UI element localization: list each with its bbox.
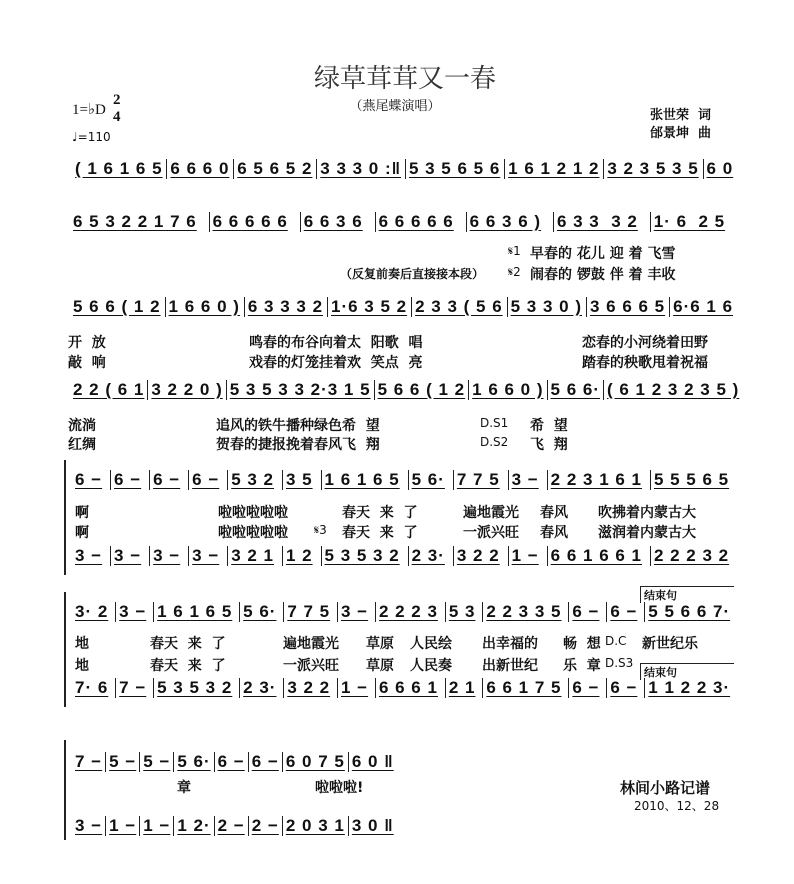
measure: 5 3 5 3 2 — [153, 678, 239, 698]
system-bracket — [64, 592, 66, 707]
lyric: 恋春的小河绕着田野 — [582, 335, 708, 351]
staff-row-5-lower — [72, 545, 737, 567]
staff-row-2 — [70, 211, 737, 233]
measure: 6 6 6 0 — [166, 159, 233, 179]
lyric: 敲 响 — [68, 355, 106, 371]
lyric: 畅 想 — [563, 636, 601, 652]
ending-label-upper: 结束句 — [640, 586, 734, 603]
measure: 6 6 6 1 — [375, 678, 445, 698]
lyric: 啊 — [75, 525, 89, 541]
lyric: 红绸 — [68, 437, 96, 453]
lyrics-verse1: 早春的 花儿 迎 着 飞雪 — [530, 246, 676, 262]
measure: 3· 2 — [75, 602, 109, 621]
lyric: 遍地霞光 — [463, 505, 519, 521]
measure: 1 6 6 0 ) — [468, 380, 546, 400]
measure: 2 2 3 1 6 1 — [547, 470, 650, 490]
measure: 6 − — [568, 602, 606, 622]
lyric: 地 — [75, 658, 89, 674]
lyric: 草原 — [366, 658, 394, 674]
measure: 6 0 ‖ — [348, 752, 397, 772]
measure: 3 6 6 6 5 — [586, 297, 669, 317]
measure: ( 1 6 1 6 5 — [75, 159, 163, 178]
measure: 3 − — [508, 470, 547, 490]
lyric: 贺春的捷报挽着春风飞 翔 — [216, 437, 380, 453]
transcriber-credit: 林间小路记谱 — [620, 779, 711, 797]
measure: 2 − — [214, 816, 248, 836]
lyric: 飞 翔 — [530, 437, 568, 453]
measure: 6 − — [248, 752, 282, 772]
measure: 3 2 2 — [283, 678, 337, 698]
measure: 3 3 3 0 :‖ — [316, 159, 405, 179]
measure: 5 6· — [173, 752, 213, 772]
measure: 7 7 5 — [453, 470, 508, 490]
staff-row-7-lower — [72, 815, 392, 837]
measure: 3 5 — [282, 470, 321, 490]
measure: 1 − — [508, 546, 547, 566]
measure: 5 3 2 — [227, 470, 282, 490]
measure: 6 6 3 6 — [300, 212, 375, 232]
lyric: 希 望 — [530, 418, 568, 434]
lyric: 啦啦啦啦啦 — [218, 505, 288, 521]
measure: 3 − — [115, 602, 153, 622]
lyric: 春风 — [540, 505, 568, 521]
segno-3: 𝄋3 — [314, 523, 327, 537]
da-capo: D.C — [605, 634, 627, 648]
measure: 1 − — [337, 678, 375, 698]
measure: 1 2 — [282, 546, 321, 566]
measure: 3 2 3 5 3 5 — [603, 159, 702, 179]
lyric: 啦啦啦啦啦 — [218, 525, 288, 541]
measure: 1 1 2 2 3· — [644, 678, 737, 698]
staff-row-6-lower — [72, 677, 737, 699]
lyric: 春风 — [540, 525, 568, 541]
measure: 6 − — [188, 470, 227, 490]
segno-2: 𝄋2 — [508, 265, 521, 279]
measure: 6 − — [568, 678, 606, 698]
lyric: 春天 来 了 — [150, 658, 226, 674]
measure: 3 2 1 — [227, 546, 282, 566]
measure: 6 − — [149, 470, 188, 490]
staff-row-5-upper — [72, 469, 737, 491]
measure: 5 3 5 3 2 — [321, 546, 408, 566]
measure: 3 − — [188, 546, 227, 566]
lyric: 戏春的灯笼挂着欢 笑点 亮 — [249, 355, 423, 371]
lyric: 春天 来 了 — [150, 636, 226, 652]
segno-1: 𝄋1 — [508, 244, 521, 258]
measure: 5 − — [105, 752, 139, 772]
measure: 1 6 1 2 1 2 — [504, 159, 603, 179]
measure: 5 − — [139, 752, 173, 772]
measure: 1 2· — [173, 816, 213, 836]
lyric: 啊 — [75, 505, 89, 521]
lyric: 追风的铁牛播种绿色希 望 — [216, 418, 380, 434]
measure: 3 2 2 0 ) — [147, 380, 225, 400]
song-title: 绿草茸茸又一春 — [313, 64, 496, 94]
lyric: 乐 章 — [563, 658, 601, 674]
tempo-marking: ♩=110 — [72, 130, 111, 144]
measure: 5 6· — [239, 602, 283, 622]
lyric: 遍地霞光 — [283, 636, 339, 652]
measure: 6 6 6 6 6 — [375, 212, 466, 232]
measure: 2 3 3 ( 5 6 — [411, 297, 507, 317]
lyric: 人民绘 — [410, 636, 452, 652]
time-bottom: 4 — [113, 109, 121, 125]
measure: 1 6 6 0 ) — [165, 297, 244, 317]
measure: 6 3 3 3 2 — [553, 212, 650, 232]
measure: 1·6 3 5 2 — [327, 297, 411, 317]
measure: 5 6 6 ( 1 2 — [374, 380, 469, 400]
measure: 2 2 2 3 2 — [650, 546, 737, 566]
system-bracket — [64, 740, 66, 840]
staff-row-7-upper — [72, 751, 392, 773]
lyric: 啦啦啦! — [315, 780, 364, 796]
dal-segno-3: D.S3 — [605, 656, 634, 670]
measure: 6 0 — [703, 159, 737, 179]
measure: 3 0 ‖ — [348, 816, 397, 836]
measure: ( 6 1 2 3 2 3 5 ) — [603, 380, 742, 400]
staff-row-3 — [70, 296, 737, 318]
measure: 6 6 6 6 6 — [209, 212, 300, 232]
lyric: 鸣春的布谷向着太 阳歌 唱 — [249, 335, 423, 351]
measure: 5 6· — [408, 470, 453, 490]
lyric: 春天 来 了 — [342, 525, 418, 541]
measure: 6 5 3 2 2 1 7 6 — [73, 212, 197, 231]
measure: 3 − — [75, 816, 103, 835]
measure: 2 2 2 3 — [375, 602, 445, 622]
measure: 3 − — [149, 546, 188, 566]
measure: 2 3· — [239, 678, 283, 698]
measure: 1 − — [139, 816, 173, 836]
measure: 6 − — [110, 470, 149, 490]
measure: 5 3 — [445, 602, 483, 622]
lyric: 章 — [177, 780, 191, 796]
lyric: 地 — [75, 636, 89, 652]
measure: 6 5 6 5 2 — [233, 159, 316, 179]
measure: 2 2 ( 6 1 — [73, 380, 145, 399]
measure: 6 6 1 7 5 — [482, 678, 568, 698]
measure: 3 − — [337, 602, 375, 622]
measure: 6 6 1 6 6 1 — [547, 546, 650, 566]
measure: 6 3 3 3 2 — [244, 297, 327, 317]
lyricist-credit: 张世荣 词 — [650, 108, 712, 123]
measure: 5 3 5 6 5 6 — [405, 159, 504, 179]
lyric: 新世纪乐 — [642, 636, 698, 652]
measure: 5 3 3 0 ) — [507, 297, 586, 317]
lyric: 一派兴旺 — [283, 658, 339, 674]
measure: 3 − — [110, 546, 149, 566]
measure: 2 − — [248, 816, 282, 836]
lyric: 滋润着内蒙古大 — [598, 525, 696, 541]
measure: 5 6 6· — [547, 380, 603, 400]
measure: 7· 6 — [75, 678, 109, 697]
lyric: 开 放 — [68, 335, 106, 351]
measure: 6 − — [606, 602, 644, 622]
measure: 7 7 5 — [283, 602, 337, 622]
measure: 5 5 5 6 5 — [650, 470, 737, 490]
measure: 6 − — [214, 752, 248, 772]
time-top: 2 — [113, 92, 121, 108]
measure: 2 2 3 3 5 — [482, 602, 568, 622]
lyric: 春天 来 了 — [342, 505, 418, 521]
measure: 6 0 7 5 — [282, 752, 348, 772]
staff-row-4 — [70, 379, 740, 401]
composer-credit: 邰景坤 曲 — [650, 126, 712, 141]
lyric: 吹拂着内蒙古大 — [598, 505, 696, 521]
lyrics-verse2: 闹春的 锣鼓 伴 着 丰收 — [530, 267, 676, 283]
measure: 6 6 3 6 ) — [466, 212, 553, 232]
measure: 1 6 1 6 5 — [153, 602, 239, 622]
measure: 5 6 6 ( 1 2 — [73, 297, 161, 316]
measure: 3 − — [75, 546, 103, 565]
singer-subtitle: （燕尾蝶演唱） — [349, 99, 441, 114]
measure: 1· 6 2 5 — [650, 212, 737, 232]
measure: 3 2 2 — [453, 546, 508, 566]
lyric: 出新世纪 — [482, 658, 538, 674]
lyric: 草原 — [366, 636, 394, 652]
measure: 6 − — [75, 470, 103, 489]
measure: 7 − — [75, 752, 103, 771]
measure: 7 − — [115, 678, 153, 698]
lyric: 出幸福的 — [482, 636, 538, 652]
lyric: 一派兴旺 — [463, 525, 519, 541]
system-bracket — [64, 460, 66, 575]
measure: 6 − — [606, 678, 644, 698]
measure: 2 0 3 1 — [282, 816, 348, 836]
time-signature — [113, 92, 121, 126]
lyric: 人民奏 — [410, 658, 452, 674]
measure: 2 3· — [408, 546, 453, 566]
transcription-date: 2010、12、28 — [634, 799, 720, 813]
measure: 6·6 1 6 — [669, 297, 737, 317]
key-signature: 1=♭D — [72, 102, 106, 118]
staff-row-1 — [72, 158, 737, 180]
measure: 1 − — [105, 816, 139, 836]
measure: 5 5 6 6 7· — [644, 602, 737, 622]
lyric: 流淌 — [68, 418, 96, 434]
dal-segno-1: D.S1 — [480, 416, 509, 430]
ending-label-lower: 结束句 — [640, 663, 734, 680]
repeat-note: （反复前奏后直接接本段） — [340, 267, 485, 281]
dal-segno-2: D.S2 — [480, 435, 509, 449]
measure: 2 1 — [445, 678, 483, 698]
staff-row-6-upper — [72, 601, 737, 623]
lyric: 踏春的秧歌甩着祝福 — [582, 355, 708, 371]
measure: 5 3 5 3 3 2·3 1 5 — [226, 380, 374, 400]
measure: 1 6 1 6 5 — [321, 470, 408, 490]
